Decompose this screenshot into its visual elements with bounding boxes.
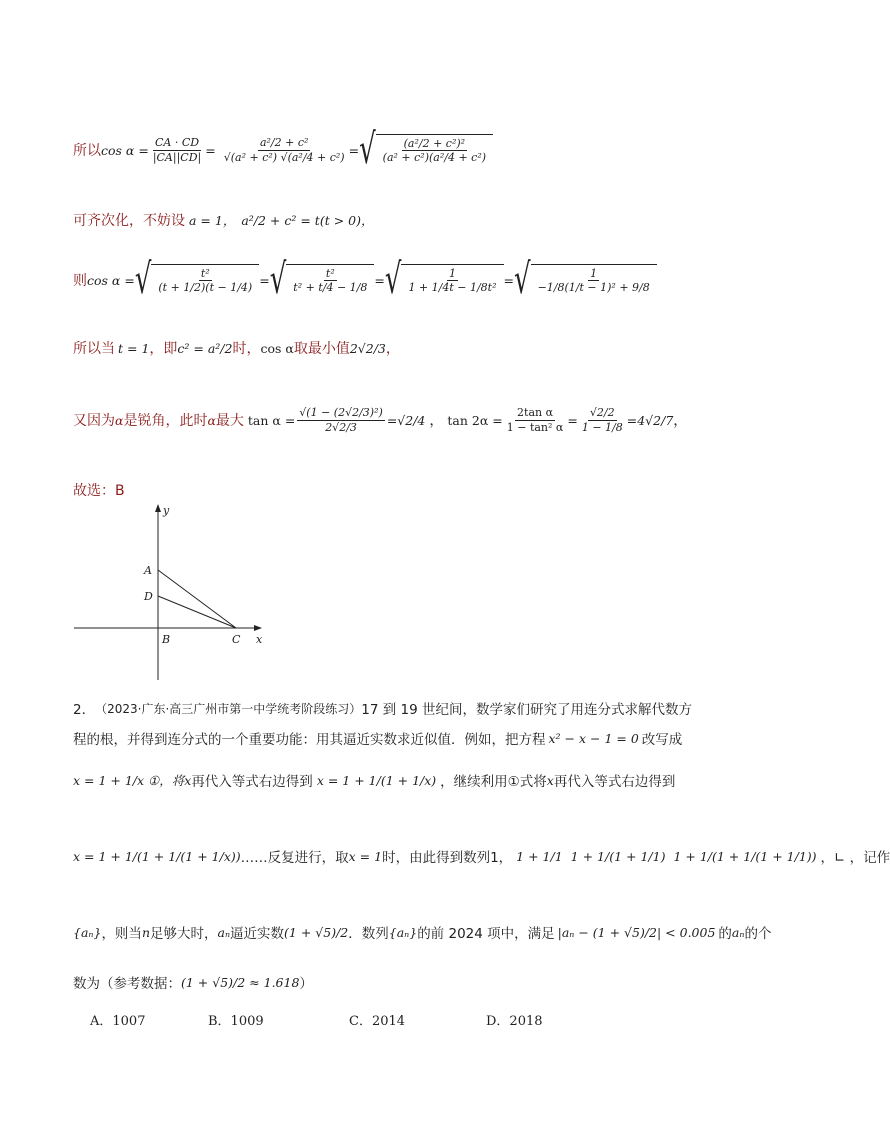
alpha-1: α xyxy=(115,412,124,428)
expanded-numerator: a²/2 + c² xyxy=(259,136,309,150)
solution-line-homogenize xyxy=(73,205,373,235)
step3-den: 1 + 1/4t − 1/8t² xyxy=(408,281,497,294)
q2-text-2: 程的根，并得到连分式的一个重要功能：用其逼近实数求近似值．例如，把方程 xyxy=(73,732,546,748)
tan2-numerator: 2tan α xyxy=(517,406,554,420)
q2-line-1 xyxy=(73,698,692,718)
q2-reference: (1 + √5)/2 ≈ 1.618 xyxy=(181,974,300,990)
step4-fraction xyxy=(536,267,652,294)
comma-4: ， xyxy=(385,341,400,357)
tan2-denominator: 1 − tan² α xyxy=(506,420,564,434)
q2-text-5n: 的个 xyxy=(744,926,772,942)
c-squared: c² = a²/2 xyxy=(177,340,233,356)
q2-inequality: |aₙ − (1 + √5)/2| < 0.005 xyxy=(557,924,716,940)
step2-den: t² + t/4 − 1/8 xyxy=(293,281,368,294)
tan2-mid-denominator: 1 − 1/8 xyxy=(581,420,623,434)
q2-text-5d: 足够大时， xyxy=(150,926,218,942)
step4-num: 1 xyxy=(590,266,598,280)
q2-x-eq-3: x = 1 + 1/(1 + 1/(1 + 1/x)) xyxy=(73,848,241,864)
label-d: D xyxy=(144,590,153,603)
text-suoyidang: 所以当 xyxy=(73,341,115,357)
option-c[interactable]: C．2014 xyxy=(349,1014,406,1029)
q2-x-eq-1-value: x = 1 xyxy=(348,848,383,864)
equals-sign: = xyxy=(205,142,216,158)
q2-text-3g: 再代入等式右边得到 xyxy=(553,774,676,790)
cos-alpha-3: cos α xyxy=(260,340,294,356)
tan-denominator: 2√2/3 xyxy=(325,420,357,434)
vector-denominator: |CA||CD| xyxy=(152,150,202,164)
text-suoyi: 所以 xyxy=(73,143,101,159)
q2-text-5b: ，则当 xyxy=(101,926,142,942)
q2-text-6c: ） xyxy=(299,976,313,992)
option-b[interactable]: B．1009 xyxy=(208,1014,264,1029)
label-c: C xyxy=(232,633,241,646)
text-ze: 则 xyxy=(73,273,87,289)
x-axis-arrow xyxy=(254,625,262,631)
coordinate-figure xyxy=(70,500,280,685)
tan-numerator: √(1 − (2√2/3)²) xyxy=(299,406,383,420)
q2-text-5j: 的前 2024 项中，满足 xyxy=(417,926,555,942)
q2-text-4h: ，∟ ，记作 xyxy=(820,850,890,866)
text-acute: 是锐角，此时 xyxy=(123,413,208,429)
radical-sign-4: √ xyxy=(514,256,531,304)
alpha-2: α xyxy=(207,412,216,428)
q2-x-var-2: x xyxy=(546,772,554,788)
step2-num: t² xyxy=(325,266,335,280)
min-value: 2√2/3 xyxy=(349,340,386,356)
tan2-fraction xyxy=(505,406,566,433)
q2-x-eq-1: x = 1 + 1/x ①，将 xyxy=(73,773,185,788)
radicand-3 xyxy=(401,264,503,296)
q2-line-2 xyxy=(73,728,682,748)
sqrt-fraction xyxy=(381,137,488,164)
t-substitution: a²/2 + c² = t(t > 0)， xyxy=(241,213,374,228)
step1-den: (t + 1/2)(t − 1/4) xyxy=(158,281,253,294)
radical-sign: √ xyxy=(359,126,376,174)
q2-text-4d: 时，由此得到数列1， xyxy=(382,850,513,866)
tan2-mid-numerator: √2/2 xyxy=(589,406,615,420)
eq-c: = xyxy=(503,272,514,288)
segment-ac xyxy=(158,570,236,628)
step3-num: 1 xyxy=(448,266,456,280)
q2-n: n xyxy=(141,924,150,940)
q2-line-6 xyxy=(73,972,313,992)
t-equals-1: t = 1 xyxy=(118,340,150,356)
q2-source: （2023·广东·高三广州市第一中学统考阶段练习） xyxy=(95,701,362,716)
tan-fraction xyxy=(297,406,385,433)
solution-line-cos-t xyxy=(73,248,657,312)
cos-alpha: cos α = xyxy=(101,142,149,158)
assume-a: a = 1， xyxy=(189,213,236,228)
tan-alpha: tan α = xyxy=(247,412,296,428)
step3-fraction xyxy=(406,267,498,294)
label-x: x xyxy=(256,633,263,646)
segment-dc xyxy=(158,596,236,628)
radical-sign-1: √ xyxy=(134,256,152,304)
sqrt-step-4 xyxy=(514,256,657,304)
q2-text-3c: 再代入等式右边得到 xyxy=(191,774,313,790)
option-d[interactable]: D．2018 xyxy=(486,1014,543,1029)
comma-5: ， xyxy=(429,413,444,429)
step1-fraction xyxy=(156,267,254,294)
text-ji: ，即 xyxy=(149,341,178,357)
cos-alpha-2: cos α = xyxy=(87,272,135,288)
step2-fraction xyxy=(291,267,369,294)
q2-text-5l: 的 xyxy=(718,926,732,942)
comma-6: ， xyxy=(673,413,688,429)
q2-equation: x² − x − 1 = 0 xyxy=(548,730,639,746)
q2-line-5 xyxy=(73,922,771,942)
text-homogenize: 可齐次化，不妨设 xyxy=(73,213,185,229)
sqrt-numerator: (a²/2 + c²)² xyxy=(403,136,466,150)
radical-sign-2: √ xyxy=(269,256,287,304)
q2-text-2b: 改写成 xyxy=(641,732,683,748)
step1-num: t² xyxy=(200,266,210,280)
q2-text-5h: ．数列 xyxy=(348,926,389,942)
q2-x-var: x xyxy=(184,772,192,788)
sqrt-expression xyxy=(359,126,493,174)
radicand-1 xyxy=(151,264,259,296)
eq-tan2b: = xyxy=(626,412,638,428)
q2-number: 2． xyxy=(73,702,96,718)
sqrt-denominator: (a² + c²)(a²/4 + c²) xyxy=(382,151,487,164)
radicand-4 xyxy=(531,264,657,296)
vector-fraction xyxy=(151,136,203,163)
q2-seq: {aₙ} xyxy=(73,924,102,940)
text-shi: 时， xyxy=(232,341,261,357)
label-a: A xyxy=(144,564,152,577)
expanded-fraction xyxy=(222,136,347,163)
solution-line-tan xyxy=(73,378,687,462)
q2-text-6a: 数为（参考数据： xyxy=(73,976,181,992)
q2-text-4b: ……反复进行，取 xyxy=(240,850,349,866)
equals-sign-2: = xyxy=(348,142,360,158)
solution-line-min xyxy=(73,330,400,366)
q2-line-3 xyxy=(73,770,675,790)
tan2-mid-fraction xyxy=(580,406,625,433)
q2-x-eq-2: x = 1 + 1/(1 + 1/x) xyxy=(316,772,437,788)
q2-line-4 xyxy=(73,846,890,866)
sqrt-step-1 xyxy=(134,256,259,304)
tan-2alpha: tan 2α = xyxy=(447,412,503,428)
q2-text-3e: ，继续利用①式将 xyxy=(440,774,547,790)
text-youyinwei: 又因为 xyxy=(73,413,115,429)
q2-an-2: aₙ xyxy=(731,924,745,940)
label-b: B xyxy=(162,633,171,646)
tan-value: √2/4 xyxy=(397,412,426,428)
radicand-2 xyxy=(286,264,374,296)
vector-numerator: CA · CD xyxy=(154,136,200,150)
q2-term-2: 1 + 1/1 xyxy=(516,848,563,864)
q2-text-1: 17 到 19 世纪间，数学家们研究了用连分式求解代数方 xyxy=(361,702,692,718)
q2-golden: (1 + √5)/2 xyxy=(284,924,349,940)
label-y: y xyxy=(163,504,170,517)
text-max: 最大 xyxy=(215,413,244,429)
eq-tan: = xyxy=(386,412,398,428)
answer-line: 故选：B xyxy=(73,483,125,499)
q2-term-4: 1 + 1/(1 + 1/(1 + 1/1)) xyxy=(673,848,817,864)
step4-den: −1/8(1/t − 1)² + 9/8 xyxy=(537,281,650,294)
option-a[interactable]: A．1007 xyxy=(90,1014,146,1029)
tan2-value: 4√2/7 xyxy=(637,412,674,428)
y-axis-arrow xyxy=(155,504,161,512)
sqrt-step-3 xyxy=(384,256,504,304)
eq-a: = xyxy=(259,272,270,288)
q2-an: aₙ xyxy=(217,924,231,940)
text-min: 取最小值 xyxy=(293,341,350,357)
eq-tan2: = xyxy=(567,412,578,428)
solution-line-cos xyxy=(73,110,493,190)
q2-term-3: 1 + 1/(1 + 1/1) xyxy=(570,848,666,864)
q2-seq-2: {aₙ} xyxy=(388,924,418,940)
expanded-denominator: √(a² + c²) √(a²/4 + c²) xyxy=(223,150,345,164)
eq-b: = xyxy=(374,272,385,288)
radical-sign-3: √ xyxy=(384,256,402,304)
sqrt-step-2 xyxy=(269,256,375,304)
sqrt-radicand xyxy=(376,134,493,166)
q2-text-5f: 逼近实数 xyxy=(230,926,285,942)
